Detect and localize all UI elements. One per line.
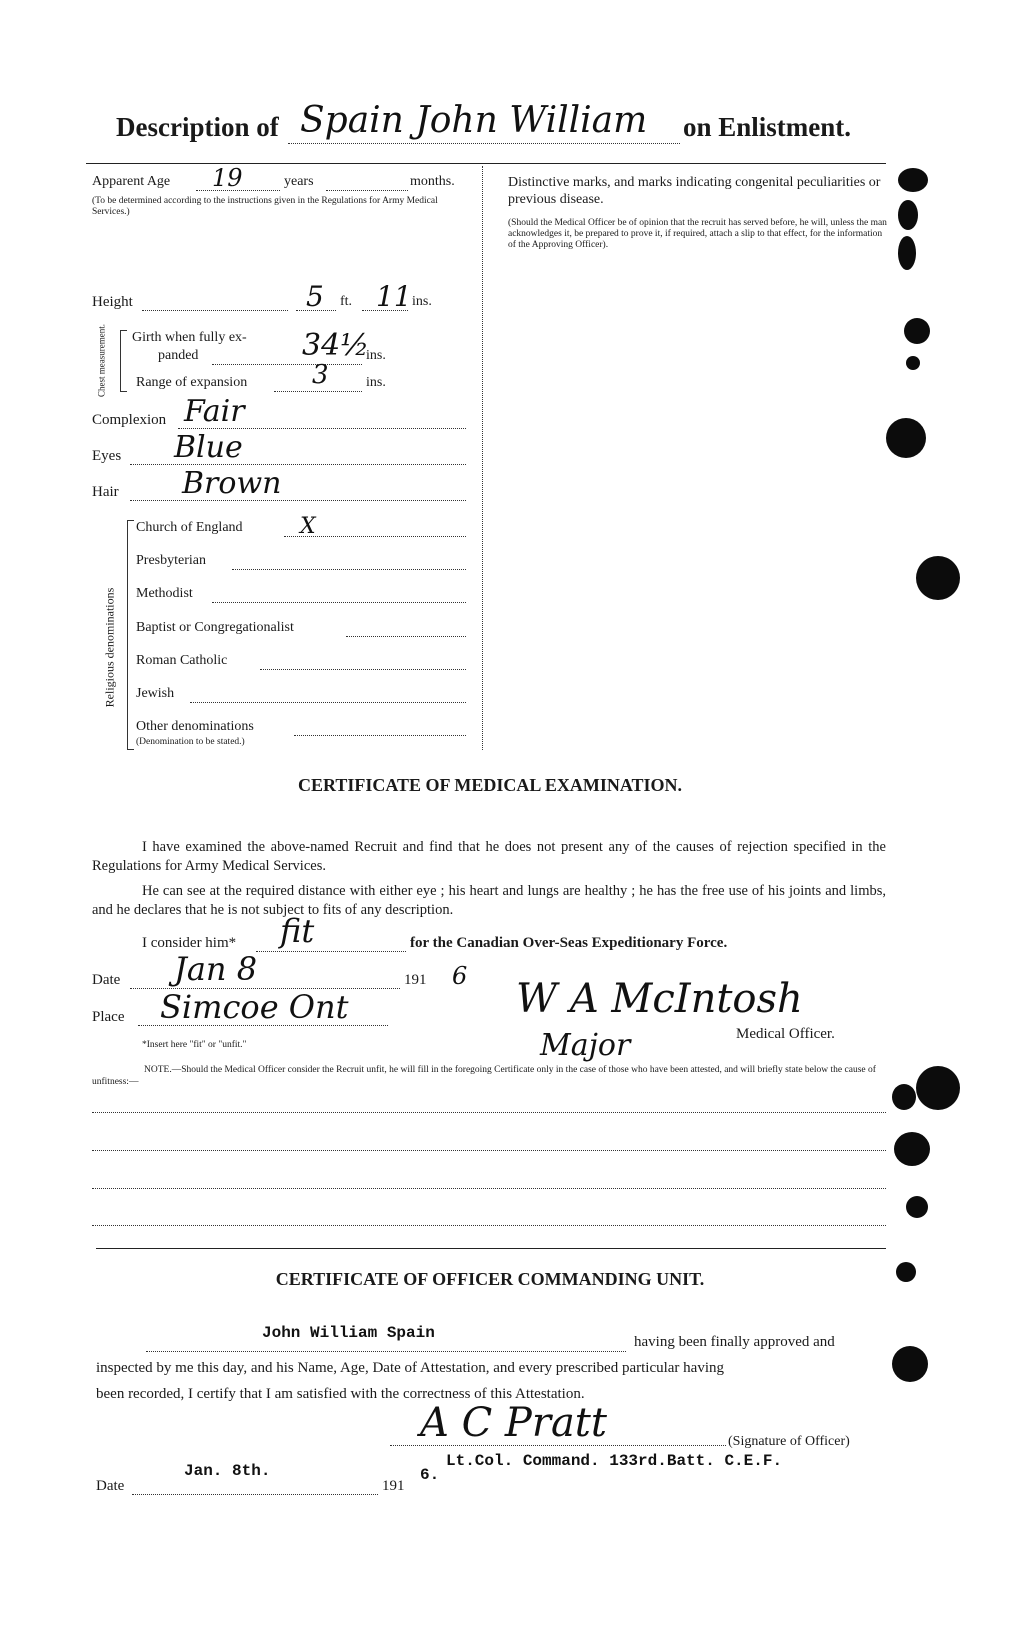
binder-hole-7 xyxy=(916,556,960,600)
chest-girth-unit: ins. xyxy=(366,348,386,363)
complexion-value: Fair xyxy=(184,394,245,429)
religion-line-2 xyxy=(212,602,466,603)
religion-methodist: Methodist xyxy=(136,586,193,601)
medical-para-2: He can see at the required distance with either eye ; his heart and lungs are healthy ; he has the free use of his joints and limbs, and he declares that he is not subject to fits of any description. xyxy=(92,883,886,918)
chest-girth-line xyxy=(212,364,362,365)
commanding-text-3: been recorded, I certify that I am satisfied with the correctness of this Attestation. xyxy=(96,1386,585,1402)
religion-other: Other denominations xyxy=(136,719,254,734)
binder-hole-2 xyxy=(898,200,918,230)
commanding-year-prefix: 191 xyxy=(382,1478,405,1494)
eyes-label: Eyes xyxy=(92,448,122,464)
medical-officer-label: Medical Officer. xyxy=(736,1026,835,1042)
distinctive-marks-heading: Distinctive marks, and marks indicating congenital peculiarities or previous disease. xyxy=(508,175,881,207)
medical-officer-rank: Major xyxy=(540,1028,631,1063)
commanding-certificate-title: CERTIFICATE OF OFFICER COMMANDING UNIT. xyxy=(275,1269,705,1289)
medical-para-1: I have examined the above-named Recruit and find that he does not present any of the causes of rejection specified in the Regulations for Army Medical Services. xyxy=(92,839,886,874)
height-ft-value: 5 xyxy=(306,280,324,313)
binder-hole-5 xyxy=(906,356,920,370)
consider-line xyxy=(256,951,406,952)
binder-hole-6 xyxy=(886,418,926,458)
binder-hole-11 xyxy=(906,1196,928,1218)
exam-place-label: Place xyxy=(92,1009,125,1025)
form-title-prefix: Description of xyxy=(116,112,279,142)
religion-roman-catholic: Roman Catholic xyxy=(136,653,228,668)
binder-hole-13 xyxy=(892,1346,928,1382)
commanding-signature-label: (Signature of Officer) xyxy=(728,1434,850,1449)
unfit-note: NOTE.—Should the Medical Officer consider the Recruit unfit, he will fill in the foregoing Certificate only in the case of those who have been attested, and will briefly state below the cause of unfitness:— xyxy=(92,1065,876,1087)
binder-hole-4 xyxy=(904,318,930,344)
binder-hole-3 xyxy=(898,236,916,270)
height-ft-label: ft. xyxy=(340,294,353,309)
commanding-officer-rank: Lt.Col. Command. 133rd.Batt. C.E.F. xyxy=(446,1452,783,1470)
height-line-1 xyxy=(142,310,288,311)
religion-line-6 xyxy=(294,735,466,736)
unfitness-line-3 xyxy=(92,1188,886,1189)
height-ins-value: 11 xyxy=(376,280,412,313)
religion-jewish: Jewish xyxy=(136,686,175,701)
chest-range-value: 3 xyxy=(312,360,329,390)
commanding-recruit-name: John William Spain xyxy=(262,1324,435,1342)
exam-place-value: Simcoe Ont xyxy=(160,988,349,1026)
religion-line-5 xyxy=(190,702,466,703)
fitness-value: fit xyxy=(280,912,315,950)
binder-hole-8 xyxy=(916,1066,960,1110)
column-divider xyxy=(482,166,483,750)
commanding-year-digit: 6. xyxy=(420,1466,440,1484)
religion-line-1 xyxy=(232,569,466,570)
name-line xyxy=(288,143,680,144)
hair-label: Hair xyxy=(92,484,119,500)
chest-range-unit: ins. xyxy=(366,375,386,390)
hair-value: Brown xyxy=(182,466,282,501)
commanding-officer-signature: A C Pratt xyxy=(420,1400,607,1446)
commanding-date-label: Date xyxy=(96,1478,125,1494)
binder-hole-9 xyxy=(892,1084,916,1110)
section-rule xyxy=(96,1248,886,1249)
hair-line xyxy=(130,500,466,501)
religion-presbyterian: Presbyterian xyxy=(136,553,206,568)
height-label: Height xyxy=(92,294,133,310)
age-label: Apparent Age xyxy=(92,174,171,189)
consider-label: I consider him* xyxy=(142,935,237,951)
chest-girth-label-2: panded xyxy=(158,348,199,363)
complexion-label: Complexion xyxy=(92,412,167,428)
exam-year-prefix: 191 xyxy=(404,972,427,988)
age-months-label: months. xyxy=(410,174,455,189)
age-note: (To be determined according to the instructions given in the Regulations for Army Medical Services.) xyxy=(92,196,438,217)
eyes-value: Blue xyxy=(174,430,243,465)
top-rule xyxy=(86,163,886,164)
age-years-value: 19 xyxy=(212,164,243,192)
consider-suffix: for the Canadian Over-Seas Expeditionary Force. xyxy=(410,935,728,951)
chest-side-label: Chest measurement. xyxy=(96,324,107,397)
religion-line-4 xyxy=(260,669,466,670)
exam-date-label: Date xyxy=(92,972,121,988)
binder-hole-12 xyxy=(896,1262,916,1282)
unfitness-line-2 xyxy=(92,1150,886,1151)
chest-brace xyxy=(120,330,127,392)
unfitness-line-1 xyxy=(92,1112,886,1113)
religion-baptist: Baptist or Congregationalist xyxy=(136,620,294,635)
exam-year-digit: 6 xyxy=(452,962,468,990)
religion-brace xyxy=(127,520,134,750)
chest-range-label: Range of expansion xyxy=(136,375,248,390)
commanding-text-2: inspected by me this day, and his Name, Age, Date of Attestation, and every prescribed particular having xyxy=(96,1360,725,1376)
exam-date-value: Jan 8 xyxy=(174,950,258,988)
fit-insert-note: *Insert here "fit" or "unfit." xyxy=(142,1040,247,1050)
unfitness-line-4 xyxy=(92,1225,886,1226)
height-ins-label: ins. xyxy=(412,294,432,309)
age-years-label: years xyxy=(284,174,314,189)
commanding-date-value: Jan. 8th. xyxy=(184,1462,271,1480)
age-months-line xyxy=(326,190,408,191)
commanding-date-line xyxy=(132,1494,378,1495)
chest-range-line xyxy=(274,391,362,392)
medical-certificate-title: CERTIFICATE OF MEDICAL EXAMINATION. xyxy=(297,775,683,795)
chest-girth-label-1: Girth when fully ex- xyxy=(132,330,247,345)
religion-mark-church-of-england: X xyxy=(300,514,316,539)
binder-hole-10 xyxy=(894,1132,930,1166)
religion-other-note: (Denomination to be stated.) xyxy=(136,737,245,747)
religion-church-of-england: Church of England xyxy=(136,520,243,535)
binder-hole-1 xyxy=(898,168,928,192)
religion-line-3 xyxy=(346,636,466,637)
commanding-text-1: having been finally approved and xyxy=(634,1334,835,1350)
chest-girth-value: 34½ xyxy=(302,328,370,363)
commanding-name-line xyxy=(146,1351,626,1352)
distinctive-marks-note: (Should the Medical Officer be of opinion that the recruit has served before, he will, unless the man acknowledges it, be prepared to prove it, if required, attach a slip to that effect, for the information of the Approving Officer). xyxy=(508,218,887,250)
recruit-name: Spain John William xyxy=(300,100,648,141)
religion-side-label: Religious denominations xyxy=(102,587,117,708)
form-title-suffix: on Enlistment. xyxy=(683,112,852,142)
medical-officer-signature: W A McIntosh xyxy=(516,976,803,1022)
